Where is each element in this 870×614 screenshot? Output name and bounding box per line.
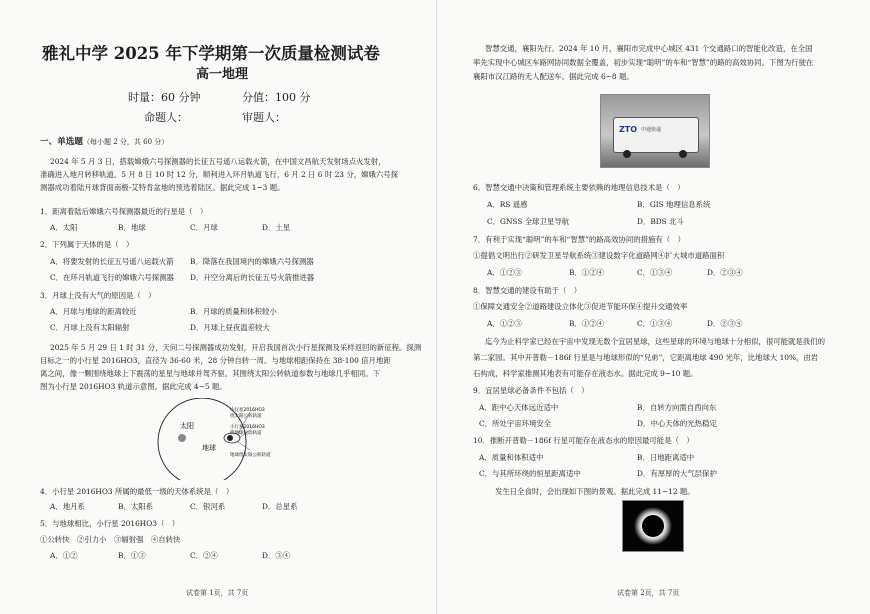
- reviewer-label: 审题人：: [242, 111, 286, 124]
- question-9: 9．宜居星球必备条件不包括（ ）: [473, 386, 589, 395]
- passage-line: 测器成功着陆月球背面南极-艾特肯盆地的预选着陆区。据此完成 1~3 题。: [40, 183, 285, 192]
- option: A．RS 遥感: [487, 200, 528, 209]
- passage-line: 准确进入地月转移轨道。5 月 8 日 10 时 12 分，顺利进入环月轨道飞行，6 月 2 日 6 时 23 分，嫦娥六号探: [40, 170, 399, 179]
- passage-line: 发生日全食时，会出现如下图的景观。据此完成 11~12 题。: [495, 487, 695, 496]
- option: D．②③④: [707, 319, 743, 328]
- option: A．①②③: [487, 319, 522, 328]
- option: A．太阳: [50, 223, 78, 232]
- question-items: ①公转快 ②引力小 ③辐射强 ④自转快: [40, 535, 181, 544]
- passage-line: 第二家园。其中开普勒－186f 行星是与地球形似的“兄弟”，它距离地球 490 光年，比地球大 10%，由岩: [473, 353, 819, 362]
- option: B．自转方向需自西向东: [637, 403, 717, 412]
- question-3: 3．月球上没有大气的原因是（ ）: [40, 291, 156, 300]
- option: D．②③④: [707, 268, 743, 277]
- question-8: 8．智慧交通的建设有助于（ ）: [473, 286, 582, 295]
- option: B．月球的质量和体积较小: [190, 307, 277, 316]
- option: A．距中心天体远近适中: [479, 403, 559, 412]
- option: C．GNSS 全球卫星导航: [487, 217, 570, 226]
- question-6: 6．智慧交通中决策和管理系统主要依赖的地理信息技术是（ ）: [473, 183, 685, 192]
- option: C．所处宇宙环境安全: [479, 419, 552, 428]
- option: B．①②④: [569, 319, 604, 328]
- option: C．①③④: [637, 319, 673, 328]
- option: D．总星系: [262, 502, 298, 511]
- exam-title: 雅礼中学 2025 年下学期第一次质量检测试卷: [42, 44, 380, 63]
- option: C．①③④: [637, 268, 673, 277]
- exam-page-2: [437, 0, 870, 614]
- vehicle-text: 中通快递: [641, 127, 662, 133]
- question-5: 5．与地球相比，小行星 2016HO3（ ）: [40, 519, 180, 528]
- passage-line: 离之间，像一颗围绕地球上下震荡的星星与地球并驾齐驱。其围绕太阳公转轨道参数与地球几乎相同。下: [40, 369, 380, 378]
- delivery-vehicle-photo: [600, 94, 710, 168]
- diagram-label: 绕太阳公转轨道: [230, 414, 262, 419]
- option: C．月球上没有太阳辐射: [50, 323, 130, 332]
- option: A．①②③: [487, 268, 522, 277]
- question-7: 7．有利于实现“聪明”的车和“智慧”的路高效协同的措施有（ ）: [473, 235, 685, 244]
- question-2: 2．下列属于天体的是（ ）: [40, 240, 134, 249]
- option: B．太阳系: [118, 502, 153, 511]
- option: B．日地距离适中: [637, 453, 695, 462]
- page-footer: 试卷第 2页，共 7页: [617, 589, 680, 597]
- option: D．月球上昼夜温差较大: [190, 323, 270, 332]
- option: C．银河系: [190, 502, 226, 511]
- option: B．①②④: [569, 268, 604, 277]
- exam-subject: 高一地理: [196, 67, 249, 82]
- setter-label: 命题人：: [144, 111, 188, 124]
- option: B．GIS 地理信息系统: [637, 200, 711, 209]
- passage-line: 智慧交通，襄阳先行。2024 年 10 月，襄阳市完成中心城区 431 个交通路口的智能化改造，在全国: [485, 44, 813, 53]
- diagram-label: 地球绕太阳公转轨道: [230, 453, 271, 458]
- option: A．质量和体积适中: [479, 453, 544, 462]
- solar-eclipse-photo: [622, 500, 684, 552]
- section-heading: 一、单选题（每小题 2 分，共 60 分）: [40, 137, 169, 147]
- page-footer: 试卷第 1页，共 7页: [186, 589, 249, 597]
- diagram-label: 小行星2016HO3: [230, 425, 265, 430]
- sun-label: 太阳: [180, 422, 194, 430]
- passage-line: 石构成，科学家推测其地表有可能存在液态水。据此完成 9~10 题。: [473, 369, 698, 378]
- option: D．BDS 北斗: [637, 217, 684, 226]
- asteroid-orbit-diagram: [150, 398, 300, 480]
- passage-line: 襄阳市汉江路的无人配送车。据此完成 6~8 题。: [473, 72, 634, 81]
- option: D．③④: [262, 551, 291, 560]
- question-10: 10．推断开普勒－186f 行星可能存在液态水的原因最可能是（ ）: [473, 436, 694, 445]
- option: C．月球: [190, 223, 218, 232]
- question-items: ①保障交通安全②道路建设立体化③促进节能环保④提升交通效率: [473, 302, 688, 311]
- option: A．将要发射的长征五号遥八运载火箭: [50, 257, 174, 266]
- question-4: 4．小行星 2016HO3 所属的最低一级的天体系统是（ ）: [40, 487, 234, 496]
- option: C．在环月轨道飞行的嫦娥六号探测器: [50, 273, 174, 282]
- option: D．升空分离后的长征五号火箭推进器: [190, 273, 315, 282]
- passage-line: 率先实现中心城区车路网协同数据全覆盖，初步实现“聪明”的车和“智慧”的路的高效协同。下图为行驶在: [473, 58, 814, 67]
- earth-label: 地球: [202, 444, 216, 452]
- full-score: 分值：100 分: [242, 91, 311, 104]
- question-items: ①提倡文明出行②研发卫星导航系统③建设数字化道路网④扩大城市道路面积: [473, 251, 725, 260]
- option: C．②④: [190, 551, 218, 560]
- diagram-label: 绕地球运动轨道: [230, 431, 262, 436]
- sun-icon: [178, 434, 186, 442]
- passage-line: 迄今为止科学家已经在宇宙中发现无数个宜居星球，这些星球的环境与地球十分相似，很可能就是我们的: [485, 337, 825, 346]
- option: A．地月系: [50, 502, 85, 511]
- passage-line: 2025 年 5 月 29 日 1 时 31 分，天问二号探测器成功发射，开启我国首次小行星探测及采样返回的新征程。探测: [50, 343, 422, 352]
- question-1: 1．距离着陆后嫦娥六号探测器最近的行星是（ ）: [40, 207, 208, 216]
- option: A．①②: [50, 551, 78, 560]
- option: D．中心天体的光热稳定: [637, 419, 717, 428]
- passage-line: 2024 年 5 月 3 日，搭载嫦娥六号探测器的长征五号遥八运载火箭，在中国文昌航天发射场点火发射，: [50, 157, 386, 166]
- option: A．月球与地球的距离较近: [50, 307, 137, 316]
- option: B．①③: [118, 551, 146, 560]
- option: D．有厚厚的大气层保护: [637, 469, 717, 478]
- vehicle-logo: ZTO: [619, 125, 638, 134]
- passage-line: 目标之一的小行星 2016HO3，直径为 36-60 米，28 分钟自转一周。与地球相距保持在 38-100 倍月地距: [40, 356, 391, 365]
- option: D．土星: [262, 223, 291, 232]
- option: B．降落在我国境内的嫦娥六号探测器: [190, 257, 314, 266]
- option: B．地球: [118, 223, 146, 232]
- diagram-label: 小行星2016HO3: [230, 408, 265, 413]
- option: C．与其所环绕的恒星距离适中: [479, 469, 581, 478]
- passage-line: 图为小行星 2016HO3 轨道示意图。据此完成 4~5 题。: [40, 382, 227, 391]
- time-limit: 时量：60 分钟: [128, 91, 201, 104]
